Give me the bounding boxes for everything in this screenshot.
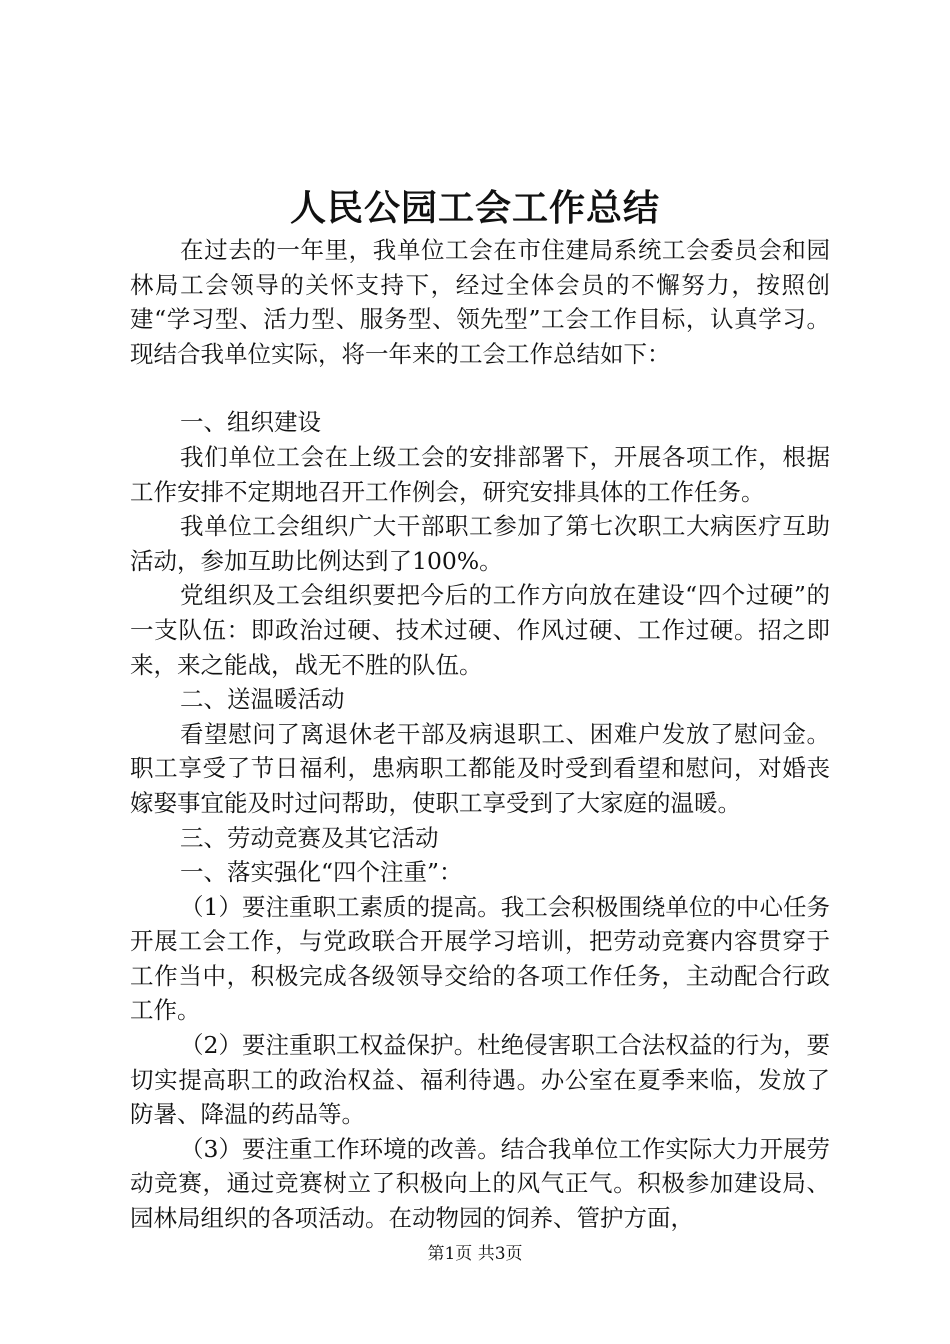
intro-paragraph: 在过去的一年里，我单位工会在市住建局系统工会委员会和园林局工会领导的关怀支持下，经过全体会员的不懈努力，按照创建“学习型、活力型、服务型、领先型”工会工作目标，认真学习。现结合我单位实际，将一年来的工会工作总结如下： bbox=[130, 236, 830, 368]
body-paragraph: 党组织及工会组织要把今后的工作方向放在建设“四个过硬”的一支队伍：即政治过硬、技术过硬、作风过硬、工作过硬。招之即来，来之能战，战无不胜的队伍。 bbox=[130, 581, 830, 679]
list-item: （1）要注重职工素质的提高。我工会积极围绕单位的中心任务开展工会工作，与党政联合开展学习培训，把劳动竞赛内容贯穿于工作当中，积极完成各级领导交给的各项工作任务，主动配合行政工作。 bbox=[130, 892, 830, 1025]
sub-heading: 一、落实强化“四个注重”： bbox=[180, 858, 463, 887]
section-heading-organization: 一、组织建设 bbox=[180, 408, 321, 437]
body-paragraph: 我们单位工会在上级工会的安排部署下，开展各项工作，根据工作安排不定期地召开工作例会，研究安排具体的工作任务。 bbox=[130, 442, 830, 506]
list-item: （3）要注重工作环境的改善。结合我单位工作实际大力开展劳动竞赛，通过竞赛树立了积极向上的风气正气。积极参加建设局、园林局组织的各项活动。在动物园的饲养、管护方面， bbox=[130, 1134, 830, 1233]
document-body bbox=[130, 233, 830, 1236]
section-heading-warmth: 二、送温暖活动 bbox=[180, 685, 345, 714]
list-item: （2）要注重职工权益保护。杜绝侵害职工合法权益的行为，要切实提高职工的政治权益、福利待遇。办公室在夏季来临，发放了防暑、降温的药品等。 bbox=[130, 1031, 830, 1129]
section-heading-competition: 三、劳动竞赛及其它活动 bbox=[180, 823, 439, 852]
paragraph-gap bbox=[130, 371, 830, 405]
page-number-footer: 第1页 共3页 bbox=[427, 1244, 523, 1264]
document-title: 人民公园工会工作总结 bbox=[289, 187, 660, 229]
body-paragraph: 我单位工会组织广大干部职工参加了第七次职工大病医疗互助活动，参加互助比例达到了100%。 bbox=[130, 512, 830, 575]
body-paragraph: 看望慰问了离退休老干部及病退职工、困难户发放了慰问金。职工享受了节日福利，患病职工都能及时受到看望和慰问，对婚丧嫁娶事宜能及时过问帮助，使职工享受到了大家庭的温暖。 bbox=[130, 719, 830, 817]
